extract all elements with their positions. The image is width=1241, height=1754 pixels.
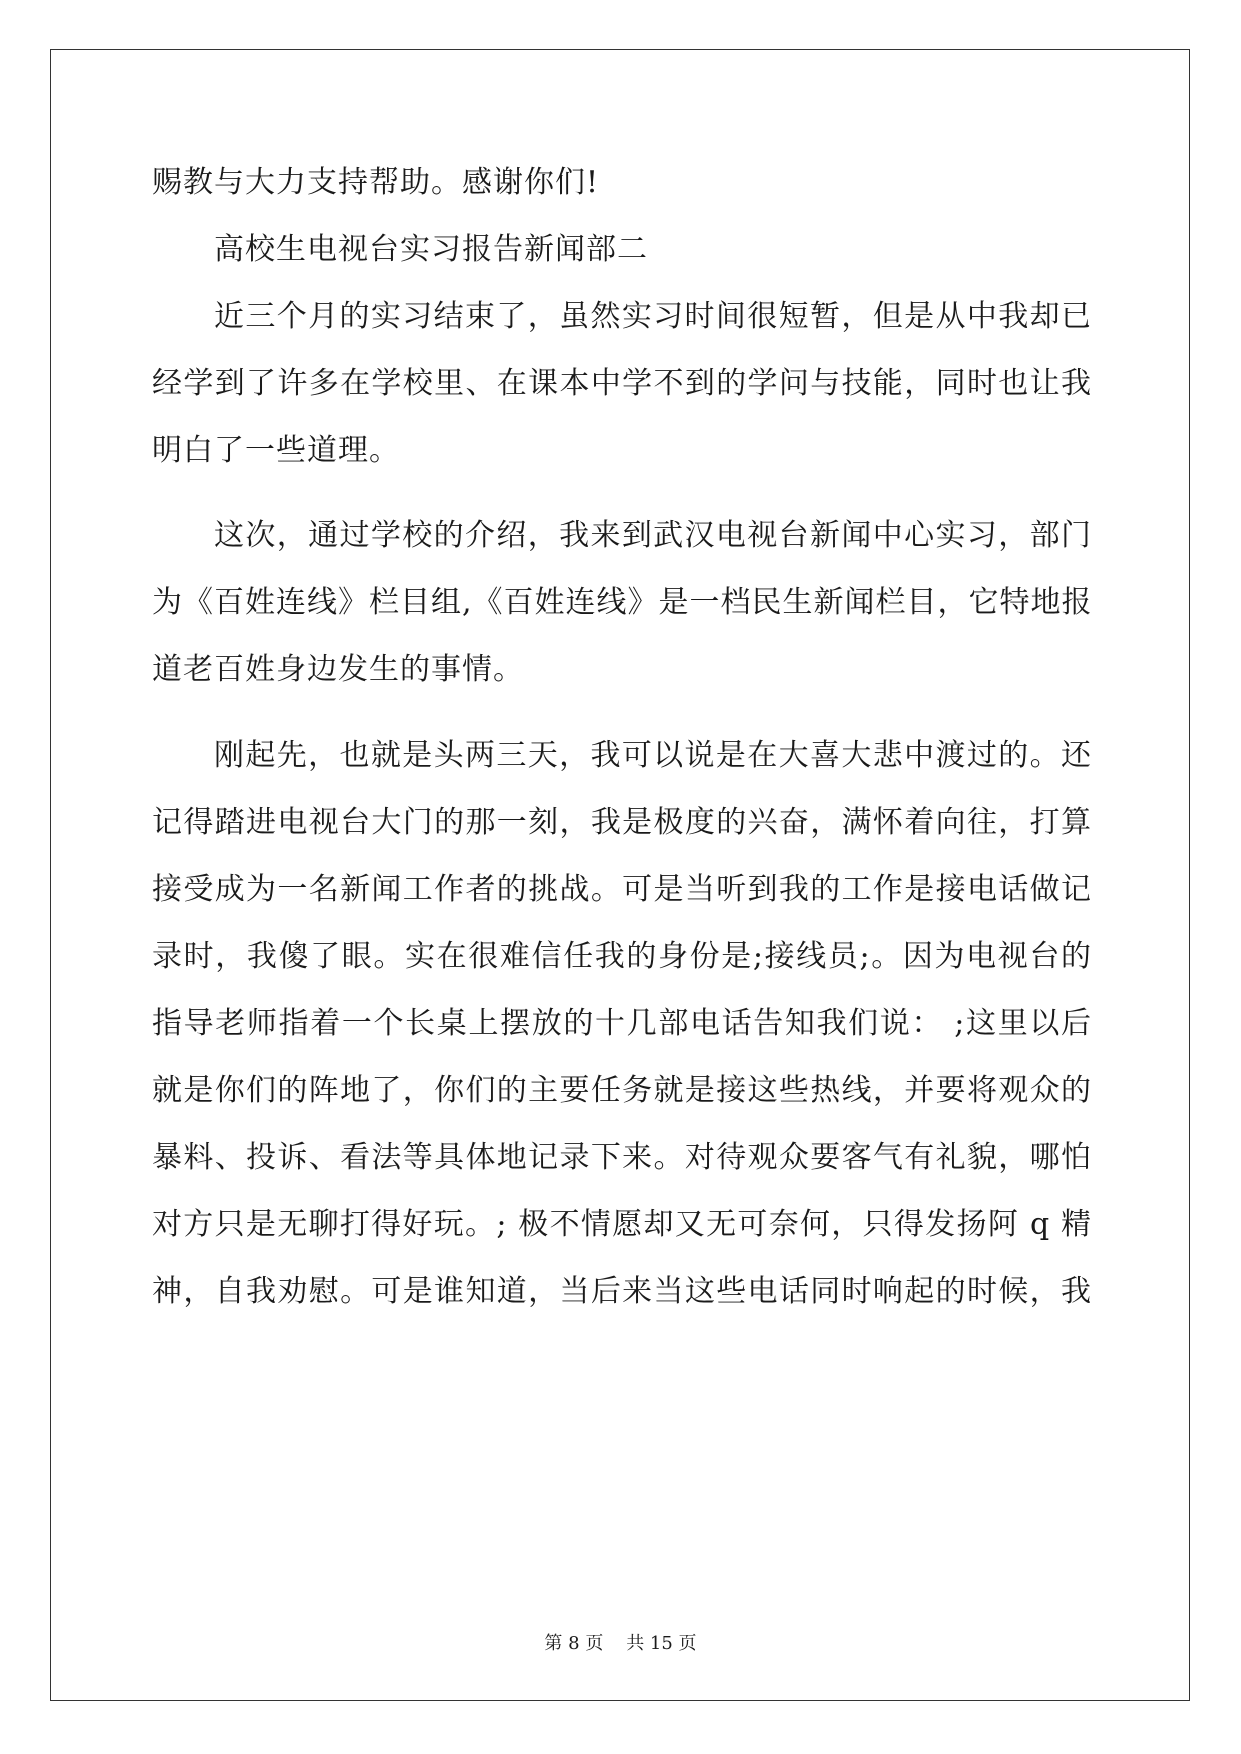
page-number-footer: 第 8 页 共 15 页	[544, 1633, 697, 1654]
text-line: 接受成为一名新闻工作者的挑战。可是当听到我的工作是接电话做记	[152, 872, 1092, 907]
text-line: 录时，我傻了眼。实在很难信任我的身份是;接线员;。因为电视台的	[152, 939, 1092, 974]
text-line: 刚起先，也就是头两三天，我可以说是在大喜大悲中渡过的。还	[214, 738, 1092, 773]
text-line: 神，自我劝慰。可是谁知道，当后来当这些电话同时响起的时候，我	[152, 1274, 1092, 1309]
text-line: 明白了一些道理。	[152, 433, 400, 468]
text-line: 指导老师指着一个长桌上摆放的十几部电话告知我们说： ;这里以后	[152, 1006, 1092, 1041]
text-line: 就是你们的阵地了，你们的主要任务就是接这些热线，并要将观众的	[152, 1073, 1092, 1108]
text-line: 对方只是无聊打得好玩。; 极不情愿却又无可奈何，只得发扬阿 q 精	[152, 1207, 1092, 1242]
text-line: 这次，通过学校的介绍，我来到武汉电视台新闻中心实习，部门	[214, 518, 1092, 553]
section-heading: 高校生电视台实习报告新闻部二	[214, 232, 648, 267]
text-line: 近三个月的实习结束了，虽然实习时间很短暂，但是从中我却已	[214, 299, 1092, 334]
text-line: 道老百姓身边发生的事情。	[152, 652, 524, 687]
text-line: 为《百姓连线》栏目组,《百姓连线》是一档民生新闻栏目，它特地报	[152, 585, 1093, 620]
text-line: 暴料、投诉、看法等具体地记录下来。对待观众要客气有礼貌，哪怕	[152, 1140, 1092, 1175]
text-line: 赐教与大力支持帮助。感谢你们!	[152, 165, 600, 200]
text-line: 记得踏进电视台大门的那一刻，我是极度的兴奋，满怀着向往，打算	[152, 805, 1092, 840]
text-line: 经学到了许多在学校里、在课本中学不到的学问与技能，同时也让我	[152, 366, 1092, 401]
